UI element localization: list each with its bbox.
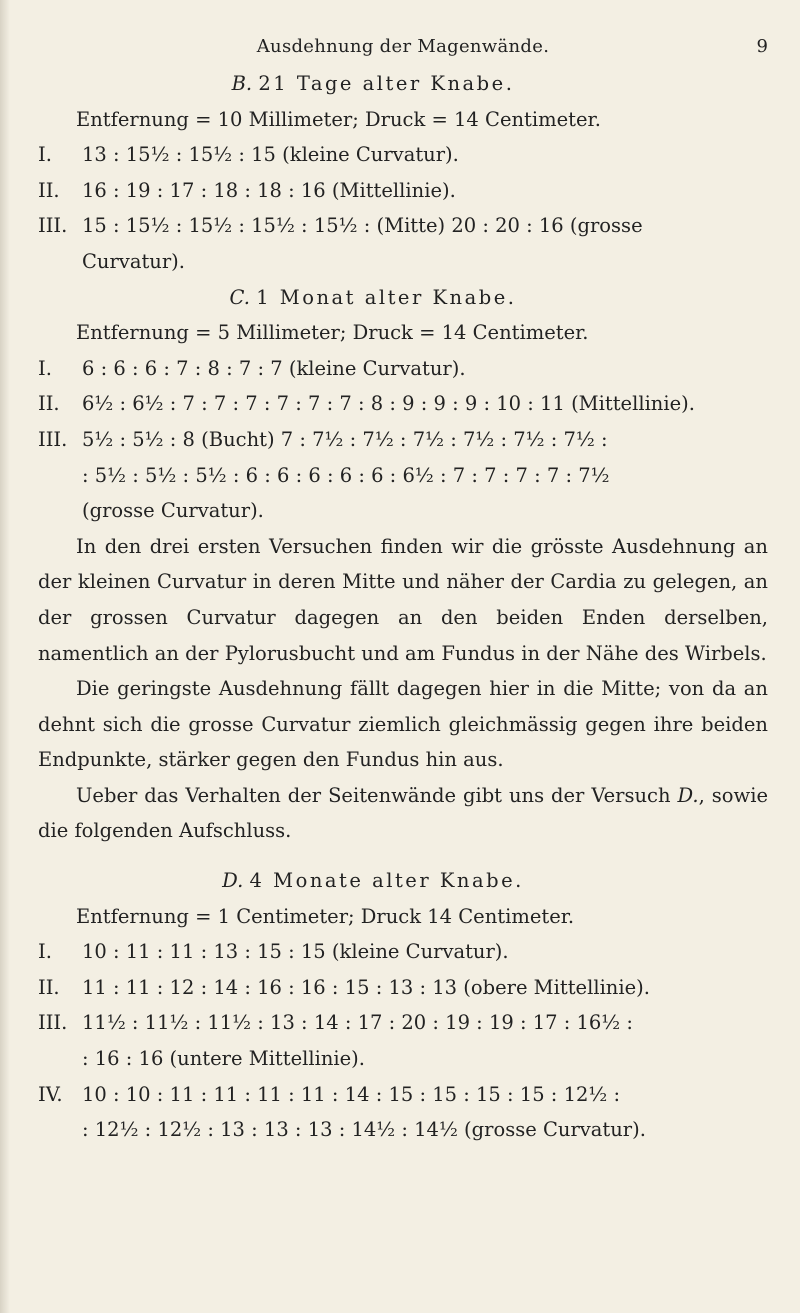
page-content [38,36,768,1148]
section-c-params: Entfernung = 5 Millimeter; Druck = 14 Centimeter. [76,321,589,345]
section-d-params: Entfernung = 1 Centimeter; Druck 14 Centimeter. [76,904,575,928]
section-b-subject: 21 Tage alter Knabe. [258,72,515,95]
paragraph-2: Die geringste Ausdehnung fällt dagegen hier in die Mitte; von da an dehnt sich die grosse Curvatur ziemlich gleichmässig gegen ihre beiden Endpunkte, stärker gegen den Fundus hin aus. [38,677,768,772]
section-b-row-2: II. 16 : 19 : 17 : 18 : 18 : 16 (Mittellinie). [38,178,456,202]
section-c-title [38,280,768,316]
section-d-letter: D. [222,869,244,893]
paragraph-3: Ueber das Verhalten der Seitenwände gibt uns der Versuch D., sowie die folgenden Aufschluss. [38,783,768,843]
section-d-row-1: I. 10 : 11 : 11 : 13 : 15 : 15 (kleine Curvatur). [38,940,509,964]
section-b-title [38,66,768,102]
section-c-row-3-cont2: (grosse Curvatur). [82,499,264,523]
running-title: Ausdehnung der Magenwände. [256,36,550,57]
running-head [38,36,768,66]
section-b-params: Entfernung = 10 Millimeter; Druck = 14 Centimeter. [76,107,601,131]
section-b-letter: B. [231,72,253,95]
section-b-row-3-cont: Curvatur). [82,249,185,273]
section-b-row-1: I. 13 : 15½ : 15½ : 15 (kleine Curvatur). [38,143,459,167]
section-d-row-2: II. 11 : 11 : 12 : 14 : 16 : 16 : 15 : 13 : 13 (obere Mittellinie). [38,975,650,999]
section-c-row-3: III. 5½ : 5½ : 8 (Bucht) 7 : 7½ : 7½ : 7½ : 7½ : 7½ : 7½ : [38,427,608,451]
page-binding-edge [0,0,10,1313]
section-c-row-2: II. 6½ : 6½ : 7 : 7 : 7 : 7 : 7 : 7 : 8 : 9 : 9 : 9 : 10 : 11 (Mittellinie). [38,392,695,416]
section-d-row-4-cont: : 12½ : 12½ : 13 : 13 : 13 : 14½ : 14½ (grosse Curvatur). [82,1118,646,1142]
paragraph-1: In den drei ersten Versuchen finden wir die grösste Ausdehnung an der kleinen Curvatur in deren Mitte und näher der Cardia zu gelegen, an der grossen Curvatur dagegen an den beiden Enden derselben, namentlich an der Pylorusbucht und am Fundus in der Nähe des Wirbels. [38,534,768,665]
section-d-row-3: III. 11½ : 11½ : 11½ : 13 : 14 : 17 : 20 : 19 : 19 : 17 : 16½ : [38,1011,633,1035]
section-d-title [38,863,768,899]
section-c-row-3-cont: : 5½ : 5½ : 5½ : 6 : 6 : 6 : 6 : 6 : 6½ : 7 : 7 : 7 : 7 : 7½ [82,463,610,487]
section-c-row-1: I. 6 : 6 : 6 : 7 : 8 : 7 : 7 (kleine Curvatur). [38,356,466,380]
section-c-letter: C. [229,285,250,309]
section-b-row-3: III. 15 : 15½ : 15½ : 15½ : 15½ : (Mitte) 20 : 20 : 16 (grosse [38,214,643,238]
section-d-subject: 4 Monate alter Knabe. [249,869,524,893]
section-d-row-3-cont: : 16 : 16 (untere Mittellinie). [82,1047,365,1071]
paragraph-3-ref: D. [677,783,699,807]
section-c-subject: 1 Monat alter Knabe. [256,285,517,309]
section-d-row-4: IV. 10 : 10 : 11 : 11 : 11 : 11 : 14 : 15 : 15 : 15 : 15 : 12½ : [38,1082,621,1106]
page-number: 9 [756,36,768,57]
